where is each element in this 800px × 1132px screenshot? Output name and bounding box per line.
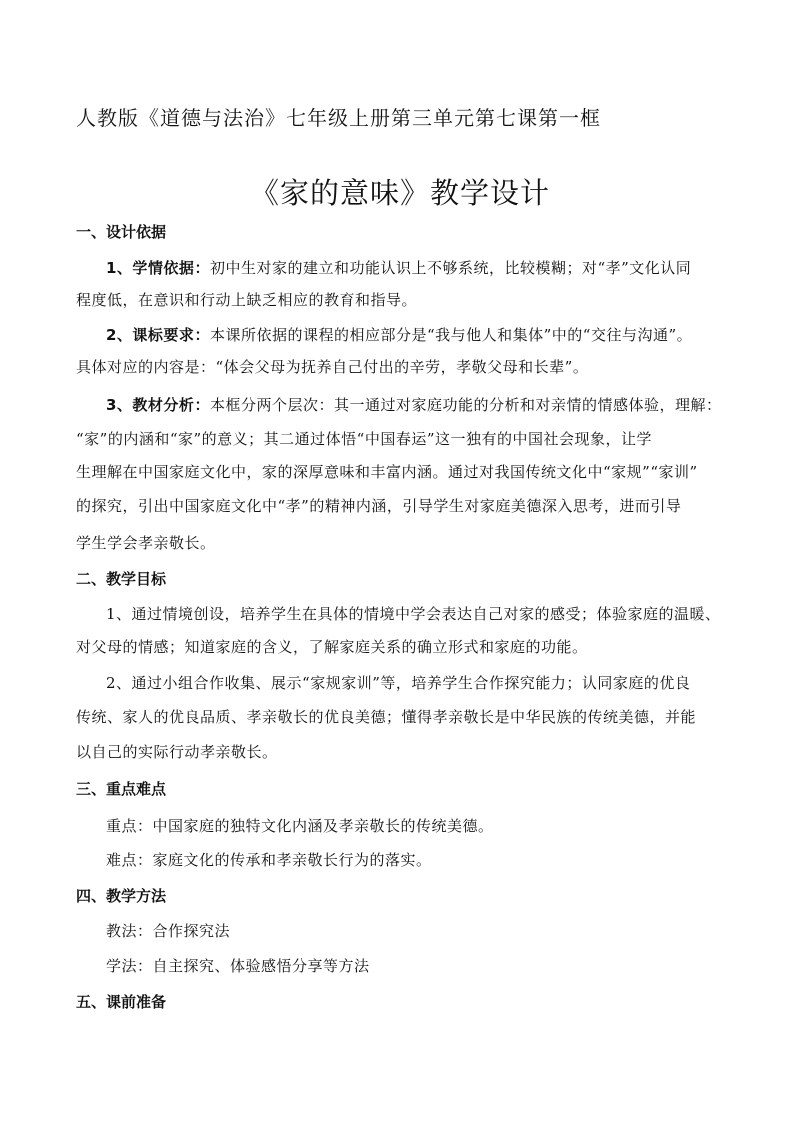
- basis-item-3-line-2: “家”的内涵和“家”的意义；其二通过体悟“中国春运”这一独有的中国社会现象，让学: [76, 430, 653, 448]
- basis-item-3-line-1: [106, 394, 721, 416]
- basis-item-3-line-5: 学生学会孝亲敬长。: [76, 534, 216, 552]
- section-heading-key-points: 三、重点难点: [76, 780, 167, 798]
- section-heading-preparation: 五、课前准备: [76, 993, 167, 1011]
- goal-1-line-2: 对父母的情感；知道家庭的含义，了解家庭关系的确立形式和家庭的功能。: [76, 638, 588, 656]
- document-title: 《家的意味》教学设计: [249, 176, 550, 210]
- document-subtitle: 人教版《道德与法治》七年级上册第三单元第七课第一框: [76, 106, 601, 130]
- basis-item-1-text: 初中生对家的建立和功能认识上不够系统，比较模糊；对“孝”文化认同: [209, 259, 692, 277]
- section-heading-methods: 四、教学方法: [76, 887, 167, 905]
- goal-2-line-2: 传统、家人的优良品质、孝亲敬长的优良美德；懂得孝亲敬长是中华民族的传统美德，并能: [76, 708, 697, 726]
- goal-2-line-3: 以自己的实际行动孝亲敬长。: [76, 743, 278, 761]
- goal-2-line-1: 2、通过小组合作收集、展示“家规家训”等，培养学生合作探究能力；认同家庭的优良: [106, 674, 691, 692]
- basis-item-3-line-4: 的探究，引出中国家庭文化中“孝”的精神内涵，引导学生对家庭美德深入思考，进而引导: [76, 497, 682, 515]
- section-heading-basis: 一、设计依据: [76, 223, 167, 241]
- section-heading-goals: 二、教学目标: [76, 570, 167, 588]
- basis-item-2-text: 本课所依据的课程的相应部分是“我与他人和集体”中的“交往与沟通”。: [209, 326, 693, 344]
- key-point: 重点：中国家庭的独特文化内涵及孝亲敬长的传统美德。: [106, 817, 494, 835]
- basis-item-3-line-3: 生理解在中国家庭文化中，家的深厚意味和丰富内涵。通过对我国传统文化中“家规”“家训”: [76, 463, 698, 481]
- basis-item-2-label: 2、课标要求：: [106, 326, 210, 344]
- basis-item-1-line-2: 程度低，在意识和行动上缺乏相应的教育和指导。: [76, 291, 418, 309]
- difficult-point: 难点：家庭文化的传承和孝亲敬长行为的落实。: [106, 851, 432, 869]
- learning-method: 学法：自主探究、体验感悟分享等方法: [106, 957, 370, 975]
- basis-item-3-text: 本框分两个层次：其一通过对家庭功能的分析和对亲情的情感体验，理解：: [209, 396, 722, 414]
- basis-item-1-label: 1、学情依据：: [106, 259, 210, 277]
- basis-item-2-line-2: 具体对应的内容是：“体会父母为抚养自己付出的辛劳，孝敬父母和长辈”。: [76, 358, 589, 376]
- teaching-method: 教法：合作探究法: [106, 922, 231, 940]
- basis-item-1-line-1: [106, 257, 691, 279]
- basis-item-2-line-1: [106, 324, 692, 346]
- basis-item-3-label: 3、教材分析：: [106, 396, 210, 414]
- goal-1-line-1: 1、通过情境创设，培养学生在具体的情境中学会表达自己对家的感受；体验家庭的温暖、: [106, 605, 721, 623]
